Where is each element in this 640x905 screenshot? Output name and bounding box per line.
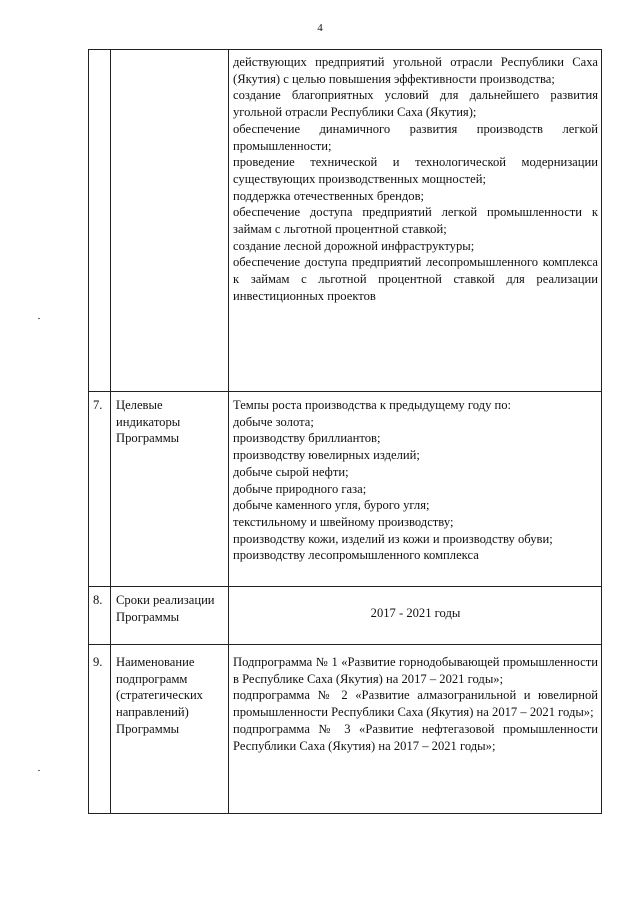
list-item: добыче природного газа; [233, 481, 367, 496]
list-item: подпрограмма № 3 «Развитие нефтегазовой промышленности Республики Саха (Якутия) на 2017 – 2021 годы»; [233, 721, 598, 753]
row-name-cell: Целевые индикаторы Программы [111, 392, 229, 587]
list-item: создание благоприятных условий для дальнейшего развития угольной отрасли Республики Саха (Якутия); [233, 88, 598, 120]
row-value-cell [229, 392, 602, 587]
list-item: подпрограмма № 2 «Развитие алмазогранильной и ювелирной промышленности Республики Саха (Якутия) на 2017 – 2021 годы»; [233, 688, 598, 720]
period-value: 2017 - 2021 годы [370, 606, 461, 620]
list-item: создание лесной дорожной инфраструктуры; [233, 238, 475, 253]
row-value-cell [229, 645, 602, 814]
list-item: производству бриллиантов; [233, 431, 381, 446]
row-number-cell [89, 50, 111, 392]
page-number: 4 [317, 22, 323, 34]
list-item: проведение технической и технологической модернизации существующих производственных мощностей; [233, 155, 598, 186]
table-row [89, 587, 602, 645]
list-item: добыче сырой нефти; [233, 464, 349, 479]
list-item: обеспечение доступа предприятий легкой промышленности к займам с льготной процентной ставкой; [233, 205, 598, 237]
table-row [89, 392, 602, 587]
scan-mark [38, 770, 40, 771]
list-item: Подпрограмма № 1 «Развитие горнодобывающей промышленности в Республике Саха (Якутия) на 2017 – 2021 годы»; [233, 655, 598, 686]
passport-table [88, 49, 602, 814]
row-value-cell [229, 50, 602, 392]
table-row [89, 50, 602, 392]
scan-mark [38, 318, 40, 319]
list-item: добыче золота; [233, 414, 314, 429]
table-row [89, 645, 602, 814]
row-name-cell: Сроки реализации Программы [111, 587, 229, 645]
row-number-cell: 7. [89, 392, 111, 587]
list-item: производству лесопромышленного комплекса [233, 548, 479, 563]
list-item: обеспечение динамичного развития производств легкой промышленности; [233, 121, 598, 153]
list-item: действующих предприятий угольной отрасли Республики Саха (Якутия) с целью повышения эффективности производства; [233, 55, 598, 86]
row-name-cell: Наименование подпрограмм (стратегических направлений) Программы [111, 645, 229, 814]
list-item: текстильному и швейному производству; [233, 514, 454, 529]
list-item: добыче каменного угля, бурого угля; [233, 498, 430, 513]
row-number-cell: 9. [89, 645, 111, 814]
list-item: Темпы роста производства к предыдущему году по: [233, 398, 512, 412]
row-name-cell [111, 50, 229, 392]
list-item: обеспечение доступа предприятий лесопромышленного комплекса к займам с льготной процентной ставкой для реализации инвестиционных проектов [233, 255, 598, 303]
list-item: поддержка отечественных брендов; [233, 188, 425, 203]
row-number-cell: 8. [89, 587, 111, 645]
list-item: производству ювелирных изделий; [233, 448, 420, 463]
list-item: производству кожи, изделий из кожи и производству обуви; [233, 531, 553, 546]
row-value-cell [229, 587, 602, 645]
